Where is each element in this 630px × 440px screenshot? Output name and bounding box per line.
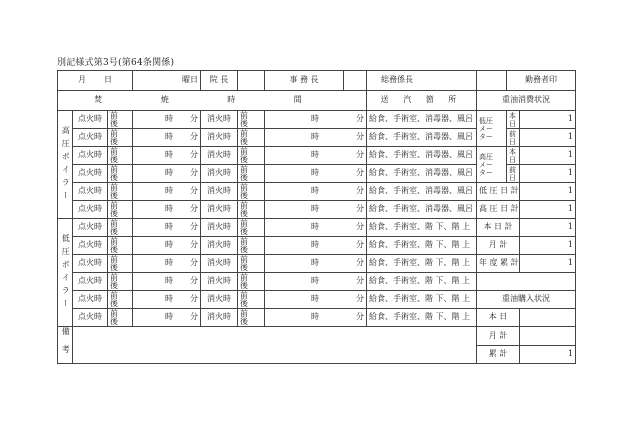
steam-dest[interactable]: 給食、手術室、階 下、階 上 [367,291,477,309]
ignite-label: 点火時 [73,165,108,183]
prev-label: 前 日 [507,129,520,147]
extinguish-time[interactable]: 時 分 [265,147,367,165]
ignite-label: 点火時 [73,309,108,327]
weekday-cell[interactable]: 曜日 [133,71,201,91]
low-row-6 [58,309,576,327]
director-label: 院 長 [201,71,238,91]
purchase-today-value[interactable] [520,309,576,327]
extinguish-label: 消火時 [201,291,238,309]
low-row-3 [58,255,576,273]
extinguish-time[interactable]: 時 分 [265,183,367,201]
month-total-label: 月 計 [477,237,520,255]
form-caption: 別記様式第3号(第64条関係) [57,58,175,68]
steam-dest[interactable]: 給食、手術室、階 下、階 上 [367,237,477,255]
oil-purchase-header: 重油購入状況 [477,291,576,309]
ignite-time[interactable]: 時 分 [133,255,201,273]
low-boiler-label: 低圧ボイラー [58,219,73,327]
extinguish-label: 消火時 [201,183,238,201]
ampm[interactable]: 前 後 [108,111,133,129]
oil-value[interactable]: 1 [520,147,576,165]
year-total-label: 年 度 累 計 [477,255,520,273]
steam-dest[interactable]: 給食、手術室、階 下、階 上 [367,219,477,237]
ignite-label: 点火時 [73,219,108,237]
extinguish-time[interactable]: 時 分 [265,165,367,183]
extinguish-label: 消火時 [201,111,238,129]
extinguish-time[interactable]: 時 分 [265,273,367,291]
prev-label: 前 日 [507,165,520,183]
ignite-label: 点火時 [73,237,108,255]
extinguish-time[interactable]: 時 分 [265,201,367,219]
ampm[interactable]: 前 後 [108,291,133,309]
ampm[interactable]: 前 後 [238,111,265,129]
ignite-label: 点火時 [73,255,108,273]
header-row [58,71,576,91]
oil-status-header: 重油消費状況 [477,91,576,111]
ampm[interactable]: 前 後 [108,165,133,183]
high-row-6 [58,201,576,219]
ignite-time[interactable]: 時 分 [133,129,201,147]
director-seal[interactable] [238,71,265,91]
ampm[interactable]: 前 後 [108,273,133,291]
oil-value[interactable]: 1 [520,219,576,237]
high-meter-label: 高圧 メー ター [477,147,507,183]
extinguish-label: 消火時 [201,219,238,237]
ampm[interactable]: 前 後 [238,309,265,327]
general-affairs-cell[interactable]: 総務係長 [367,71,477,91]
extinguish-time[interactable]: 時 分 [265,237,367,255]
low-daily-total-label: 低 圧 日 計 [477,183,520,201]
high-boiler-label: 高圧ボイラー [58,111,73,219]
steam-dest[interactable]: 給食、手術室、消毒器、風呂 [367,201,477,219]
high-daily-total-label: 高 圧 日 計 [477,201,520,219]
ampm[interactable]: 前 後 [108,309,133,327]
ignite-label: 点火時 [73,147,108,165]
oil-value[interactable]: 1 [520,237,576,255]
oil-value[interactable]: 1 [520,255,576,273]
ignite-label: 点火時 [73,111,108,129]
ignite-time[interactable]: 時 分 [133,237,201,255]
today-label: 本 日 [507,147,520,165]
high-row-5 [58,183,576,201]
ampm[interactable]: 前 後 [108,147,133,165]
ignite-label: 点火時 [73,201,108,219]
remarks-area[interactable] [73,327,477,364]
ignite-label: 点火時 [73,291,108,309]
steam-dest[interactable]: 給食、手術室、消毒器、風呂 [367,165,477,183]
extinguish-label: 消火時 [201,237,238,255]
extinguish-time[interactable]: 時 分 [265,111,367,129]
steam-dest[interactable]: 給食、手術室、消毒器、風呂 [367,129,477,147]
extinguish-label: 消火時 [201,309,238,327]
ampm[interactable]: 前 後 [238,291,265,309]
extinguish-label: 消火時 [201,147,238,165]
ampm[interactable]: 前 後 [108,183,133,201]
remarks-row-1 [58,327,576,346]
ignite-label: 点火時 [73,183,108,201]
ignite-time[interactable]: 時 分 [133,111,201,129]
today-label: 本 日 [507,111,520,129]
office-manager-label: 事 務 長 [265,71,344,91]
ampm[interactable]: 前 後 [238,219,265,237]
extinguish-label: 消火時 [201,165,238,183]
today-total-label: 本 日 計 [477,219,520,237]
ignite-time[interactable]: 時 分 [133,309,201,327]
ignite-time[interactable]: 時 分 [133,291,201,309]
steam-dest[interactable]: 給食、手術室、階 下、階 上 [367,255,477,273]
high-row-3 [58,147,576,165]
ampm[interactable]: 前 後 [238,183,265,201]
steam-dest[interactable]: 給食、手術室、消毒器、風呂 [367,147,477,165]
office-manager-seal[interactable] [344,71,367,91]
purchase-month-value[interactable] [520,327,576,346]
ignite-label: 点火時 [73,273,108,291]
ignite-label: 点火時 [73,129,108,147]
extinguish-time[interactable]: 時 分 [265,309,367,327]
ampm[interactable]: 前 後 [108,219,133,237]
purchase-today-label: 本 日 [477,309,520,327]
ignite-time[interactable]: 時 分 [133,273,201,291]
column-title-row [58,91,576,111]
oil-value[interactable]: 1 [520,111,576,129]
ignite-time[interactable]: 時 分 [133,201,201,219]
ampm[interactable]: 前 後 [238,201,265,219]
worker-seal-cell[interactable]: 勤務者印 [507,71,576,91]
ampm[interactable]: 前 後 [108,237,133,255]
low-row-5 [58,291,576,309]
oil-value[interactable]: 1 [520,129,576,147]
steam-dest[interactable]: 給食、手術室、消毒器、風呂 [367,111,477,129]
extinguish-label: 消火時 [201,129,238,147]
steam-dest-header: 送 汽 箇 所 [367,91,477,111]
extinguish-label: 消火時 [201,273,238,291]
boiler-log-form [57,70,576,364]
ignite-time[interactable]: 時 分 [133,219,201,237]
ampm[interactable]: 前 後 [238,237,265,255]
extinguish-label: 消火時 [201,201,238,219]
ignite-time[interactable]: 時 分 [133,147,201,165]
general-affairs-seal[interactable] [477,71,507,91]
steam-dest[interactable]: 給食、手術室、階 下、階 上 [367,273,477,291]
month-cell[interactable]: 月 日 [58,71,133,91]
ampm[interactable]: 前 後 [238,147,265,165]
ampm[interactable]: 前 後 [238,255,265,273]
extinguish-label: 消火時 [201,255,238,273]
purchase-month-label: 月 計 [477,327,520,346]
ampm[interactable]: 前 後 [108,201,133,219]
ampm[interactable]: 前 後 [238,165,265,183]
low-meter-label: 低圧 メー ター [477,111,507,147]
low-row-2 [58,237,576,255]
extinguish-time[interactable]: 時 分 [265,129,367,147]
purchase-cumulative-value[interactable]: 1 [520,345,576,364]
oil-value[interactable]: 1 [520,201,576,219]
extinguish-time[interactable]: 時 分 [265,255,367,273]
extinguish-time[interactable]: 時 分 [265,219,367,237]
ignite-time[interactable]: 時 分 [133,165,201,183]
steam-dest[interactable]: 給食、手術室、階 下、階 上 [367,309,477,327]
ampm[interactable]: 前 後 [238,273,265,291]
oil-value[interactable]: 1 [520,183,576,201]
high-row-1 [58,111,576,129]
ampm[interactable]: 前 後 [108,255,133,273]
ampm[interactable]: 前 後 [108,129,133,147]
ampm[interactable]: 前 後 [238,129,265,147]
low-row-4 [58,273,576,291]
extinguish-time[interactable]: 時 分 [265,291,367,309]
oil-empty-cell[interactable] [477,273,576,291]
purchase-cumulative-label: 累 計 [477,345,520,364]
low-row-1 [58,219,576,237]
burn-time-header: 焚 焼 時 間 [58,91,367,111]
oil-value[interactable]: 1 [520,165,576,183]
remarks-label: 備考 [58,327,73,364]
ignite-time[interactable]: 時 分 [133,183,201,201]
steam-dest[interactable]: 給食、手術室、消毒器、風呂 [367,183,477,201]
